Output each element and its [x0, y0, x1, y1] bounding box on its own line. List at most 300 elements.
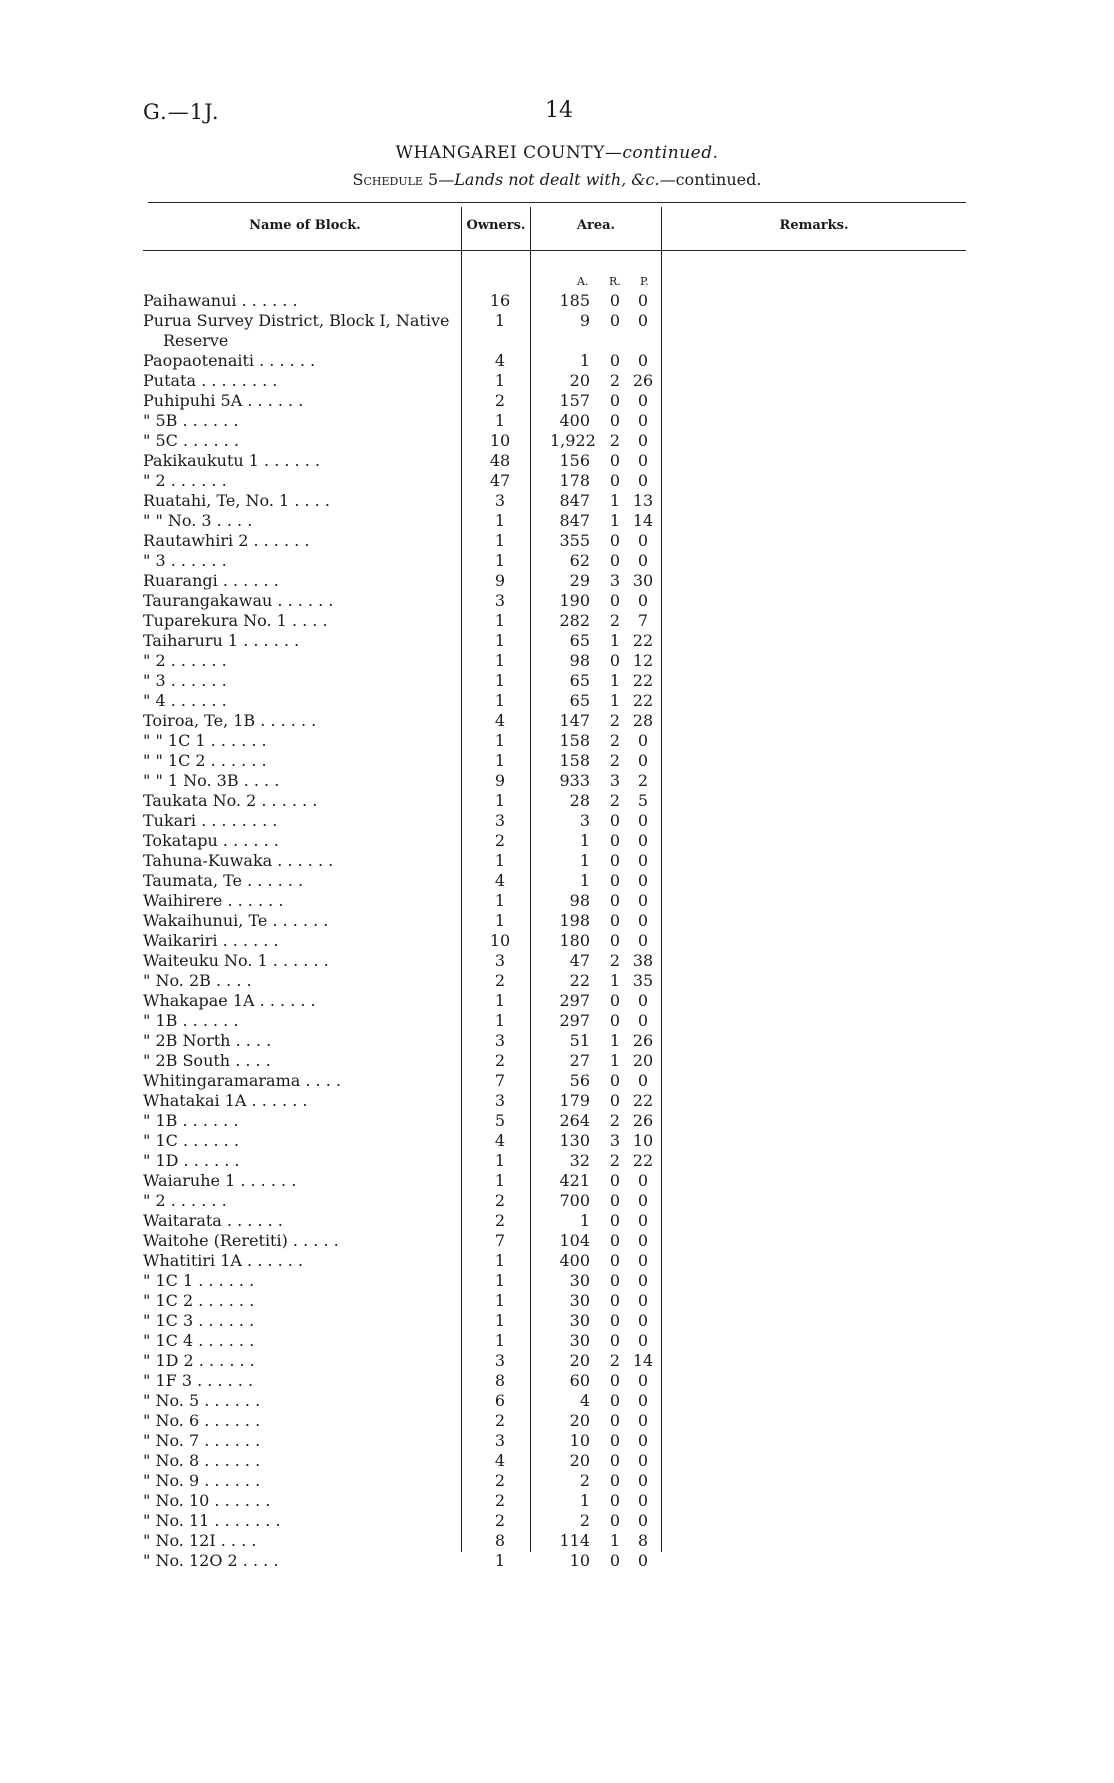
- owners-count: 1: [494, 411, 506, 430]
- owners-count: 10: [489, 931, 511, 950]
- area-acres: 1: [579, 831, 590, 850]
- area-acres: 104: [559, 1231, 590, 1250]
- area-acres: 20: [569, 1411, 590, 1430]
- owners-count: 6: [494, 1391, 506, 1410]
- table-row: [0, 571, 700, 591]
- column-header-owners: Owners.: [466, 218, 526, 233]
- table-row: [0, 311, 700, 350]
- area-perches: 0: [637, 411, 649, 430]
- area-roods: 2: [609, 1351, 621, 1370]
- table-row: [0, 371, 700, 391]
- table-row: [0, 591, 700, 611]
- block-name: Ruarangi . . . . . .: [143, 571, 279, 590]
- table-header-rule: [143, 250, 966, 251]
- block-name: Purua Survey District, Block I, Native: [143, 311, 450, 330]
- block-name: " 1D . . . . . .: [143, 1151, 240, 1170]
- area-acres: 20: [569, 1451, 590, 1470]
- block-name: " No. 11 . . . . . . .: [143, 1511, 281, 1530]
- area-perches: 0: [637, 1551, 649, 1570]
- block-name: Toiroa, Te, 1B . . . . . .: [143, 711, 317, 730]
- block-name: Tahuna-Kuwaka . . . . . .: [143, 851, 334, 870]
- area-acres: 29: [569, 571, 590, 590]
- block-name: " " 1 No. 3B . . . .: [143, 771, 280, 790]
- owners-count: 3: [494, 811, 506, 830]
- area-roods: 0: [609, 471, 621, 490]
- table-row: [0, 1531, 700, 1551]
- area-roods: 0: [609, 291, 621, 310]
- table-row: [0, 511, 700, 531]
- area-roods: 0: [609, 1411, 621, 1430]
- owners-count: 2: [494, 1211, 506, 1230]
- document-reference: G.—1J.: [143, 100, 220, 124]
- area-roods: 0: [609, 551, 621, 570]
- area-roods: 0: [609, 931, 621, 950]
- area-roods: 1: [609, 1031, 621, 1050]
- owners-count: 1: [494, 691, 506, 710]
- block-name-continued: Reserve: [163, 331, 229, 350]
- table-row: [0, 631, 700, 651]
- area-perches: 0: [637, 1211, 649, 1230]
- block-name: " 1B . . . . . .: [143, 1111, 239, 1130]
- area-acres: 178: [559, 471, 590, 490]
- area-perches: 0: [637, 991, 649, 1010]
- subtitle-italic: Lands not dealt with, &c.: [454, 170, 660, 189]
- owners-count: 2: [494, 1051, 506, 1070]
- block-name: Whakapae 1A . . . . . .: [143, 991, 316, 1010]
- table-row: [0, 1311, 700, 1331]
- area-perches: 0: [637, 1431, 649, 1450]
- block-name: " 2 . . . . . .: [143, 651, 227, 670]
- table-row: [0, 711, 700, 731]
- area-perches: 0: [637, 1471, 649, 1490]
- area-acres: 198: [559, 911, 590, 930]
- area-perches: 0: [637, 1251, 649, 1270]
- area-acres: 3: [579, 811, 590, 830]
- area-roods: 0: [609, 1251, 621, 1270]
- block-name: Tukari . . . . . . . .: [143, 811, 278, 830]
- area-perches: 0: [637, 1371, 649, 1390]
- area-acres: 147: [559, 711, 590, 730]
- owners-count: 8: [494, 1531, 506, 1550]
- table-row: [0, 351, 700, 371]
- title-main: WHANGAREI COUNTY—: [395, 143, 623, 163]
- area-acres: 190: [559, 591, 590, 610]
- block-name: " " No. 3 . . . .: [143, 511, 253, 530]
- block-name: " 1F 3 . . . . . .: [143, 1371, 254, 1390]
- block-name: " No. 12O 2 . . . .: [143, 1551, 279, 1570]
- area-perches: 0: [637, 1231, 649, 1250]
- area-roods: 0: [609, 871, 621, 890]
- area-acres: 27: [569, 1051, 590, 1070]
- block-name: " 3 . . . . . .: [143, 671, 227, 690]
- block-name: " 5B . . . . . .: [143, 411, 239, 430]
- table-row: [0, 1391, 700, 1411]
- owners-count: 2: [494, 831, 506, 850]
- owners-count: 1: [494, 911, 506, 930]
- area-perches: 0: [637, 1511, 649, 1530]
- table-row: [0, 911, 700, 931]
- area-perches: 5: [637, 791, 649, 810]
- block-name: Paihawanui . . . . . .: [143, 291, 298, 310]
- table-row: [0, 1271, 700, 1291]
- block-name: " 3 . . . . . .: [143, 551, 227, 570]
- block-name: " 1C 1 . . . . . .: [143, 1271, 255, 1290]
- table-row: [0, 1511, 700, 1531]
- area-perches: 0: [637, 1291, 649, 1310]
- owners-count: 1: [494, 371, 506, 390]
- block-name: " 1C 4 . . . . . .: [143, 1331, 255, 1350]
- owners-count: 1: [494, 1271, 506, 1290]
- area-roods: 0: [609, 1271, 621, 1290]
- area-perches: 2: [637, 771, 649, 790]
- area-roods: 2: [609, 951, 621, 970]
- area-roods: 1: [609, 671, 621, 690]
- area-perches: 12: [632, 651, 654, 670]
- owners-count: 1: [494, 531, 506, 550]
- block-name: Taumata, Te . . . . . .: [143, 871, 304, 890]
- area-acres: 847: [559, 511, 590, 530]
- area-roods: 0: [609, 1391, 621, 1410]
- area-roods: 0: [609, 1331, 621, 1350]
- block-name: Whatakai 1A . . . . . .: [143, 1091, 308, 1110]
- block-name: " " 1C 2 . . . . . .: [143, 751, 267, 770]
- area-acres: 700: [559, 1191, 590, 1210]
- area-perches: 35: [632, 971, 654, 990]
- owners-count: 1: [494, 511, 506, 530]
- area-roods: 0: [609, 1491, 621, 1510]
- page-number: 14: [545, 98, 573, 123]
- area-acres: 264: [559, 1111, 590, 1130]
- area-perches: 0: [637, 1311, 649, 1330]
- area-perches: 7: [637, 611, 649, 630]
- table-row: [0, 471, 700, 491]
- table-row: [0, 1151, 700, 1171]
- table-row: [0, 551, 700, 571]
- area-perches: 0: [637, 431, 649, 450]
- owners-count: 4: [494, 1131, 506, 1150]
- column-header-name: Name of Block.: [249, 218, 361, 233]
- block-name: " 2B South . . . .: [143, 1051, 271, 1070]
- table-row: [0, 431, 700, 451]
- area-perches: 0: [637, 871, 649, 890]
- block-name: Waiteuku No. 1 . . . . . .: [143, 951, 329, 970]
- table-row: [0, 751, 700, 771]
- area-acres: 65: [569, 631, 590, 650]
- area-roods: 3: [609, 771, 621, 790]
- area-acres: 185: [559, 291, 590, 310]
- owners-count: 1: [494, 891, 506, 910]
- area-roods: 1: [609, 491, 621, 510]
- table-row: [0, 1331, 700, 1351]
- area-acres: 400: [559, 1251, 590, 1270]
- owners-count: 2: [494, 971, 506, 990]
- area-acres: 10: [569, 1551, 590, 1570]
- table-row: [0, 971, 700, 991]
- table-row: [0, 1211, 700, 1231]
- area-perches: 0: [637, 471, 649, 490]
- area-acres: 1: [579, 1211, 590, 1230]
- area-acres: 1: [579, 851, 590, 870]
- block-name: Whatitiri 1A . . . . . .: [143, 1251, 303, 1270]
- area-perches: 26: [632, 1111, 654, 1130]
- owners-count: 2: [494, 1191, 506, 1210]
- area-roods: 0: [609, 911, 621, 930]
- block-name: " 1D 2 . . . . . .: [143, 1351, 255, 1370]
- area-roods: 2: [609, 1151, 621, 1170]
- owners-count: 4: [494, 871, 506, 890]
- area-perches: 22: [632, 1151, 654, 1170]
- area-roods: 0: [609, 1511, 621, 1530]
- area-roods: 2: [609, 791, 621, 810]
- area-roods: 0: [609, 891, 621, 910]
- block-name: " 1C 2 . . . . . .: [143, 1291, 255, 1310]
- area-acres: 62: [569, 551, 590, 570]
- area-acres: 130: [559, 1131, 590, 1150]
- area-roods: 1: [609, 691, 621, 710]
- area-acres: 297: [559, 991, 590, 1010]
- area-acres: 282: [559, 611, 590, 630]
- block-name: Waihirere . . . . . .: [143, 891, 284, 910]
- area-acres: 157: [559, 391, 590, 410]
- area-perches: 0: [637, 911, 649, 930]
- owners-count: 2: [494, 1511, 506, 1530]
- area-roods: 0: [609, 351, 621, 370]
- block-name: Tokatapu . . . . . .: [143, 831, 279, 850]
- block-name: Waitarata . . . . . .: [143, 1211, 283, 1230]
- table-row: [0, 291, 700, 311]
- table-row: [0, 671, 700, 691]
- area-acres: 421: [559, 1171, 590, 1190]
- owners-count: 1: [494, 671, 506, 690]
- area-roods: 0: [609, 1071, 621, 1090]
- area-acres: 32: [569, 1151, 590, 1170]
- table-top-rule: [148, 202, 966, 203]
- area-perches: 0: [637, 1171, 649, 1190]
- area-roods: 0: [609, 1371, 621, 1390]
- area-acres: 1: [579, 351, 590, 370]
- area-acres: 98: [569, 651, 590, 670]
- area-roods: 1: [609, 1531, 621, 1550]
- area-perches: 38: [632, 951, 654, 970]
- owners-count: 3: [494, 1031, 506, 1050]
- area-perches: 10: [632, 1131, 654, 1150]
- area-roods: 0: [609, 1191, 621, 1210]
- owners-count: 1: [494, 1331, 506, 1350]
- owners-count: 8: [494, 1371, 506, 1390]
- area-acres: 65: [569, 671, 590, 690]
- area-roods: 0: [609, 1171, 621, 1190]
- area-roods: 0: [609, 531, 621, 550]
- table-row: [0, 651, 700, 671]
- block-name: " 1B . . . . . .: [143, 1011, 239, 1030]
- area-acres: 98: [569, 891, 590, 910]
- owners-count: 9: [494, 571, 506, 590]
- owners-count: 1: [494, 631, 506, 650]
- block-name: Tuparekura No. 1 . . . .: [143, 611, 328, 630]
- block-name: " No. 5 . . . . . .: [143, 1391, 261, 1410]
- area-roods: 0: [609, 1291, 621, 1310]
- area-roods: 0: [609, 1431, 621, 1450]
- area-roods: 3: [609, 571, 621, 590]
- owners-count: 1: [494, 311, 506, 330]
- area-acres: 30: [569, 1311, 590, 1330]
- table-row: [0, 731, 700, 751]
- area-acres: 47: [569, 951, 590, 970]
- owners-count: 1: [494, 1171, 506, 1190]
- block-name: Taiharuru 1 . . . . . .: [143, 631, 300, 650]
- owners-count: 1: [494, 1011, 506, 1030]
- table-row: [0, 1231, 700, 1251]
- area-acres: 933: [559, 771, 590, 790]
- block-name: Taurangakawau . . . . . .: [143, 591, 334, 610]
- area-acres: 9: [579, 311, 590, 330]
- block-name: " No. 6 . . . . . .: [143, 1411, 261, 1430]
- subtitle-prefix: Schedule 5—: [352, 170, 455, 189]
- block-name: " No. 8 . . . . . .: [143, 1451, 261, 1470]
- block-name: " 2 . . . . . .: [143, 1191, 227, 1210]
- area-acres: 1,922: [550, 431, 596, 450]
- owners-count: 2: [494, 391, 506, 410]
- area-acres: 179: [559, 1091, 590, 1110]
- page-title: [0, 143, 1114, 163]
- area-acres: 297: [559, 1011, 590, 1030]
- table-row: [0, 1431, 700, 1451]
- block-name: " 4 . . . . . .: [143, 691, 227, 710]
- table-row: [0, 811, 700, 831]
- area-roods: 2: [609, 1111, 621, 1130]
- table-row: [0, 771, 700, 791]
- table-row: [0, 831, 700, 851]
- table-row: [0, 1291, 700, 1311]
- area-perches: 22: [632, 671, 654, 690]
- unit-perches: P.: [640, 275, 649, 288]
- area-roods: 0: [609, 591, 621, 610]
- area-perches: 0: [637, 1411, 649, 1430]
- table-row: [0, 1171, 700, 1191]
- owners-count: 2: [494, 1491, 506, 1510]
- block-name: " No. 9 . . . . . .: [143, 1471, 261, 1490]
- area-roods: 1: [609, 631, 621, 650]
- table-row: [0, 1411, 700, 1431]
- area-acres: 20: [569, 371, 590, 390]
- table-row: [0, 1491, 700, 1511]
- block-name: " No. 12I . . . .: [143, 1531, 257, 1550]
- block-name: " No. 2B . . . .: [143, 971, 252, 990]
- area-roods: 0: [609, 1091, 621, 1110]
- area-roods: 1: [609, 1051, 621, 1070]
- area-perches: 0: [637, 831, 649, 850]
- area-acres: 1: [579, 871, 590, 890]
- area-roods: 2: [609, 431, 621, 450]
- owners-count: 16: [489, 291, 511, 310]
- table-row: [0, 491, 700, 511]
- block-name: Whitingaramarama . . . .: [143, 1071, 341, 1090]
- area-perches: 0: [637, 451, 649, 470]
- area-perches: 0: [637, 1451, 649, 1470]
- owners-count: 1: [494, 1551, 506, 1570]
- area-acres: 158: [559, 751, 590, 770]
- area-acres: 847: [559, 491, 590, 510]
- area-acres: 30: [569, 1291, 590, 1310]
- block-name: Rautawhiri 2 . . . . . .: [143, 531, 310, 550]
- table-row: [0, 691, 700, 711]
- area-roods: 0: [609, 851, 621, 870]
- area-roods: 1: [609, 511, 621, 530]
- area-acres: 158: [559, 731, 590, 750]
- table-row: [0, 1471, 700, 1491]
- column-header-remarks: Remarks.: [779, 218, 849, 233]
- owners-count: 1: [494, 611, 506, 630]
- area-perches: 0: [637, 1331, 649, 1350]
- area-perches: 0: [637, 1391, 649, 1410]
- area-perches: 0: [637, 591, 649, 610]
- table-row: [0, 1131, 700, 1151]
- block-name: " No. 10 . . . . . .: [143, 1491, 271, 1510]
- area-roods: 0: [609, 811, 621, 830]
- area-roods: 0: [609, 651, 621, 670]
- area-perches: 0: [637, 531, 649, 550]
- area-roods: 0: [609, 991, 621, 1010]
- block-name: Putata . . . . . . . .: [143, 371, 278, 390]
- owners-count: 47: [489, 471, 511, 490]
- table-row: [0, 951, 700, 971]
- area-perches: 26: [632, 1031, 654, 1050]
- owners-count: 4: [494, 351, 506, 370]
- table-row: [0, 1071, 700, 1091]
- table-row: [0, 611, 700, 631]
- block-name: " 2B North . . . .: [143, 1031, 272, 1050]
- area-perches: 26: [632, 371, 654, 390]
- owners-count: 3: [494, 951, 506, 970]
- table-row: [0, 391, 700, 411]
- area-acres: 30: [569, 1331, 590, 1350]
- owners-count: 10: [489, 431, 511, 450]
- table-row: [0, 1111, 700, 1131]
- area-acres: 156: [559, 451, 590, 470]
- area-roods: 0: [609, 831, 621, 850]
- area-roods: 2: [609, 371, 621, 390]
- owners-count: 1: [494, 731, 506, 750]
- area-perches: 0: [637, 1011, 649, 1030]
- block-name: Waikariri . . . . . .: [143, 931, 279, 950]
- block-name: Ruatahi, Te, No. 1 . . . .: [143, 491, 330, 510]
- table-row: [0, 451, 700, 471]
- area-acres: 355: [559, 531, 590, 550]
- area-acres: 114: [559, 1531, 590, 1550]
- owners-count: 2: [494, 1471, 506, 1490]
- area-perches: 14: [632, 1351, 654, 1370]
- owners-count: 3: [494, 1351, 506, 1370]
- area-perches: 0: [637, 751, 649, 770]
- table-row: [0, 791, 700, 811]
- area-perches: 0: [637, 891, 649, 910]
- page-subtitle: [0, 170, 1114, 189]
- block-name: " 2 . . . . . .: [143, 471, 227, 490]
- table-row: [0, 1451, 700, 1471]
- area-perches: 0: [637, 1071, 649, 1090]
- block-name: Waiaruhe 1 . . . . . .: [143, 1171, 297, 1190]
- block-name: " 5C . . . . . .: [143, 431, 239, 450]
- area-roods: 0: [609, 451, 621, 470]
- block-name: Paopaotenaiti . . . . . .: [143, 351, 316, 370]
- owners-count: 1: [494, 851, 506, 870]
- owners-count: 3: [494, 491, 506, 510]
- area-roods: 0: [609, 1471, 621, 1490]
- table-row: [0, 1031, 700, 1051]
- area-roods: 0: [609, 1211, 621, 1230]
- table-row: [0, 1371, 700, 1391]
- area-perches: 13: [632, 491, 654, 510]
